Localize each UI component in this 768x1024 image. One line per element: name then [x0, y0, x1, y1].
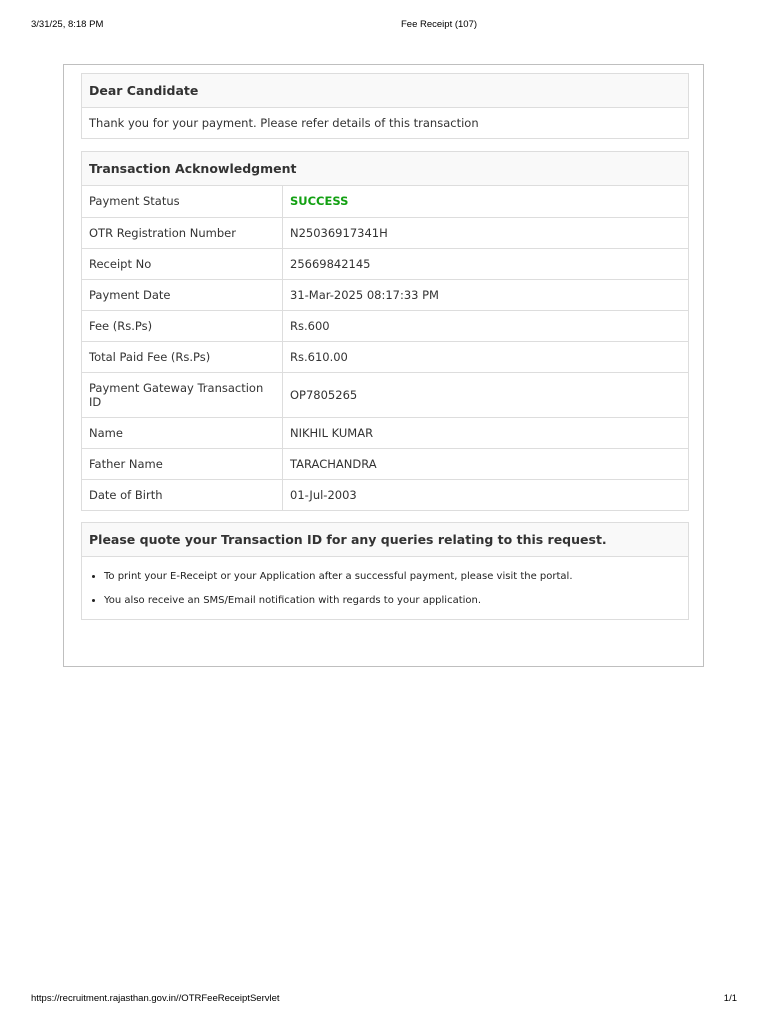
row-label: Total Paid Fee (Rs.Ps) — [82, 341, 283, 372]
acknowledgment-heading: Transaction Acknowledgment — [82, 152, 688, 186]
table-row — [82, 248, 688, 279]
row-value: 31-Mar-2025 08:17:33 PM — [283, 279, 689, 310]
queries-note-panel — [81, 522, 689, 620]
row-value: NIKHIL KUMAR — [283, 417, 689, 448]
acknowledgment-table — [82, 186, 688, 510]
table-row — [82, 448, 688, 479]
row-value: Rs.600 — [283, 310, 689, 341]
row-label: Name — [82, 417, 283, 448]
notes-list-wrapper — [82, 557, 688, 613]
greeting-panel — [81, 73, 689, 139]
notes-list — [82, 565, 688, 613]
transaction-acknowledgment-panel — [81, 151, 689, 511]
row-value: 01-Jul-2003 — [283, 479, 689, 510]
receipt-container — [63, 64, 704, 667]
row-label: Fee (Rs.Ps) — [82, 310, 283, 341]
queries-heading: Please quote your Transaction ID for any queries relating to this request. — [82, 523, 688, 557]
row-value: 25669842145 — [283, 248, 689, 279]
row-value: OP7805265 — [283, 372, 689, 417]
row-label: Payment Gateway Transaction ID — [82, 372, 283, 417]
row-label: OTR Registration Number — [82, 217, 283, 248]
table-row — [82, 341, 688, 372]
table-row — [82, 417, 688, 448]
row-label: Payment Date — [82, 279, 283, 310]
list-item: • You also receive an SMS/Email notification with regards to your application. — [104, 589, 688, 613]
print-title: Fee Receipt (107) — [401, 19, 478, 30]
row-label: Receipt No — [82, 248, 283, 279]
row-label: Payment Status — [82, 186, 283, 217]
table-row — [82, 310, 688, 341]
table-row — [82, 479, 688, 510]
payment-status-value: SUCCESS — [290, 194, 349, 209]
table-row — [82, 186, 688, 217]
greeting-message: Thank you for your payment. Please refer details of this transaction — [89, 116, 479, 130]
print-header — [0, 19, 768, 33]
page-number: 1/1 — [723, 993, 737, 1004]
row-value: N25036917341H — [283, 217, 689, 248]
row-value: TARACHANDRA — [283, 448, 689, 479]
row-value: Rs.610.00 — [283, 341, 689, 372]
table-row — [82, 217, 688, 248]
row-label: Father Name — [82, 448, 283, 479]
table-row — [82, 372, 688, 417]
print-footer — [0, 993, 768, 1007]
greeting-heading: Dear Candidate — [82, 74, 688, 108]
row-label: Date of Birth — [82, 479, 283, 510]
list-item: • To print your E-Receipt or your Application after a successful payment, please visit the portal. — [104, 565, 688, 589]
page-url-link[interactable]: https://recruitment.rajasthan.gov.in//OTRFeeReceiptServlet — [31, 993, 280, 1004]
print-datetime: 3/31/25, 8:18 PM — [31, 19, 104, 30]
table-row — [82, 279, 688, 310]
